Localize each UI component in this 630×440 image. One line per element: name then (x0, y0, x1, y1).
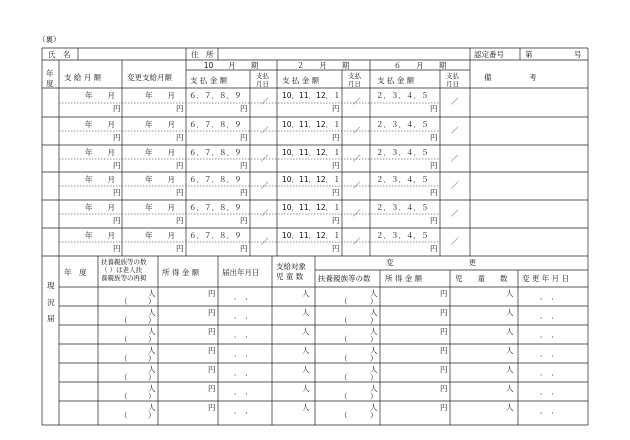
status-row-submitted-dots: ． ． (234, 406, 253, 415)
pay-row-feb-months: 10．11．12．１ (282, 91, 341, 100)
status-row-children-person: 人 (302, 346, 310, 355)
status-row-dependents-paren-close: ） (148, 335, 156, 344)
pay-row-jun-yen: 円 (430, 161, 438, 170)
status-row-dependents-paren-close: ） (148, 373, 156, 382)
status-row-change-children-person: 人 (506, 384, 514, 393)
pay-row-feb-date-mark: ／ (353, 97, 361, 106)
period-jun-date-label: 支払 月日 (446, 72, 459, 89)
status-row-change-dependents-paren: （ (340, 373, 348, 382)
pay-amount-header: 支 給 月 額 (64, 73, 102, 82)
pay-row-oct-yen: 円 (240, 104, 248, 113)
back-side-note: （裏） (38, 35, 61, 44)
change-dependents-header: 扶養親族等の数 (318, 274, 371, 283)
pay-row-feb-yen: 円 (332, 216, 340, 225)
pay-row-jun-months: ２．３．４．５ (376, 148, 429, 157)
status-row-children-person: 人 (302, 384, 310, 393)
pay-row-yen: 円 (113, 161, 121, 170)
pay-row-jun-date-mark: ／ (451, 181, 459, 190)
status-row-change-date-dots: ． ． (540, 387, 559, 396)
status-row-submitted-dots: ． ． (234, 292, 253, 301)
pay-row-jun-months: ２．３．４．５ (376, 231, 429, 240)
status-row-dependents-paren: （ (120, 335, 128, 344)
pay-row-year-month: 年 月 (85, 203, 115, 212)
status-row-dependents-paren: （ (120, 373, 128, 382)
pay-row-feb-yen: 円 (332, 188, 340, 197)
status-row-dependents-person: 人 (148, 327, 156, 336)
status-row-change-date-dots: ． ． (540, 406, 559, 415)
status-row-change-income-yen: 円 (440, 308, 448, 317)
pay-row-feb-months: 10．11．12．１ (282, 203, 341, 212)
remarks-header: 備 考 (484, 73, 537, 82)
pay-row-jun-months: ２．３．４．５ (376, 120, 429, 129)
pay-row-feb-date-mark: ／ (353, 126, 361, 135)
status-row-dependents-paren: （ (120, 316, 128, 325)
period-oct-amount-label: 支 払 金 額 (190, 76, 228, 85)
status-row-dependents-person: 人 (148, 384, 156, 393)
pay-row-oct-yen: 円 (240, 216, 248, 225)
pay-row-oct-date-mark: ／ (261, 181, 269, 190)
status-row-change-date-dots: ． ． (540, 368, 559, 377)
pay-row-yen: 円 (113, 244, 121, 253)
status-row-change-date-dots: ． ． (540, 311, 559, 320)
status-row-income-yen: 円 (208, 346, 216, 355)
change-income-header: 所 得 金 額 (385, 274, 423, 283)
pay-row-oct-yen: 円 (240, 133, 248, 142)
pay-row-oct-yen: 円 (240, 161, 248, 170)
pay-row-oct-months: ６．７．８．９ (189, 148, 242, 157)
status-row-children-person: 人 (302, 365, 310, 374)
pay-row-changed-yen: 円 (176, 104, 184, 113)
pay-row-jun-yen: 円 (430, 244, 438, 253)
pay-row-oct-date-mark: ／ (261, 97, 269, 106)
pay-row-changed-yen: 円 (176, 216, 184, 225)
period-jun-amount-label: 支 払 金 額 (377, 76, 415, 85)
pay-row-oct-yen: 円 (240, 244, 248, 253)
status-row-submitted-dots: ． ． (234, 387, 253, 396)
dependents-header: 扶養親族等の数 （ ）は老人扶 養親族等の再掲 (101, 258, 147, 282)
period-oct-label: 10 月 期 (203, 61, 259, 70)
pay-row-changed-year-month: 年 月 (145, 120, 175, 129)
cert-number-suffix: 号 (574, 50, 582, 59)
status-row-dependents-person: 人 (148, 365, 156, 374)
status-row-change-income-yen: 円 (440, 365, 448, 374)
status-row-dependents-paren-close: ） (148, 392, 156, 401)
pay-row-changed-year-month: 年 月 (145, 175, 175, 184)
status-row-change-children-person: 人 (506, 365, 514, 374)
status-row-children-person: 人 (302, 289, 310, 298)
pay-row-jun-yen: 円 (430, 133, 438, 142)
pay-row-changed-yen: 円 (176, 133, 184, 142)
status-row-submitted-dots: ． ． (234, 349, 253, 358)
status-row-change-dependents-paren: （ (340, 411, 348, 420)
status-row-dependents-paren-close: ） (148, 354, 156, 363)
pay-row-year-month: 年 月 (85, 231, 115, 240)
cert-number-prefix: 第 (525, 50, 533, 59)
pay-row-jun-months: ２．３．４．５ (376, 91, 429, 100)
pay-row-jun-months: ２．３．４．５ (376, 175, 429, 184)
status-row-change-dependents-person: 人 (370, 346, 378, 355)
status-row-change-dependents-paren-close: ） (370, 297, 378, 306)
period-oct-date-label: 支払 月日 (256, 72, 269, 89)
pay-row-feb-months: 10．11．12．１ (282, 148, 341, 157)
status-row-dependents-paren: （ (120, 354, 128, 363)
pay-row-feb-months: 10．11．12．１ (282, 120, 341, 129)
pay-row-changed-year-month: 年 月 (145, 231, 175, 240)
pay-row-oct-date-mark: ／ (261, 154, 269, 163)
status-row-change-date-dots: ． ． (540, 292, 559, 301)
status-row-change-dependents-paren-close: ） (370, 354, 378, 363)
pay-row-oct-months: ６．７．８．９ (189, 203, 242, 212)
status-row-change-income-yen: 円 (440, 346, 448, 355)
pay-row-feb-months: 10．11．12．１ (282, 175, 341, 184)
pay-row-feb-date-mark: ／ (353, 237, 361, 246)
pay-row-oct-months: ６．７．８．９ (189, 175, 242, 184)
pay-row-oct-date-mark: ／ (261, 126, 269, 135)
cert-number-label: 認定番号 (474, 50, 504, 59)
status-row-dependents-paren: （ (120, 392, 128, 401)
status-row-change-dependents-paren: （ (340, 354, 348, 363)
status-row-change-dependents-person: 人 (370, 308, 378, 317)
status-row-change-dependents-paren-close: ） (370, 335, 378, 344)
pay-row-jun-date-mark: ／ (451, 154, 459, 163)
pay-row-feb-date-mark: ／ (353, 154, 361, 163)
status-row-change-dependents-paren: （ (340, 297, 348, 306)
status-row-change-dependents-paren-close: ） (370, 411, 378, 420)
pay-row-jun-date-mark: ／ (451, 126, 459, 135)
status-row-change-children-person: 人 (506, 346, 514, 355)
pay-row-yen: 円 (113, 216, 121, 225)
status-row-dependents-person: 人 (148, 403, 156, 412)
status-row-submitted-dots: ． ． (234, 311, 253, 320)
status-row-dependents-paren: （ (120, 411, 128, 420)
pay-row-feb-yen: 円 (332, 244, 340, 253)
status-row-change-children-person: 人 (506, 308, 514, 317)
status-row-income-yen: 円 (208, 327, 216, 336)
status-row-dependents-paren: （ (120, 297, 128, 306)
pay-row-changed-year-month: 年 月 (145, 91, 175, 100)
children-count-header: 支給対象 児 童 数 (276, 262, 306, 281)
pay-row-changed-yen: 円 (176, 188, 184, 197)
period-feb-date-label: 支払 月日 (348, 72, 361, 89)
status-row-change-dependents-paren: （ (340, 335, 348, 344)
pay-row-jun-months: ２．３．４．５ (376, 203, 429, 212)
change-children-header: 児 童 数 (455, 274, 508, 283)
pay-row-oct-date-mark: ／ (261, 237, 269, 246)
status-row-dependents-person: 人 (148, 346, 156, 355)
status-row-income-yen: 円 (208, 289, 216, 298)
pay-row-jun-date-mark: ／ (451, 209, 459, 218)
pay-row-jun-yen: 円 (430, 188, 438, 197)
pay-row-jun-yen: 円 (430, 104, 438, 113)
status-row-submitted-dots: ． ． (234, 330, 253, 339)
status-report-side-label: 現 況 届 (47, 281, 55, 323)
status-row-change-children-person: 人 (506, 403, 514, 412)
pay-row-yen: 円 (113, 133, 121, 142)
status-row-change-dependents-person: 人 (370, 327, 378, 336)
status-row-dependents-person: 人 (148, 308, 156, 317)
status-row-change-dependents-paren: （ (340, 316, 348, 325)
status-row-income-yen: 円 (208, 365, 216, 374)
status-row-children-person: 人 (302, 327, 310, 336)
status-row-children-person: 人 (302, 308, 310, 317)
status-row-income-yen: 円 (208, 384, 216, 393)
pay-row-changed-yen: 円 (176, 161, 184, 170)
status-row-change-dependents-paren-close: ） (370, 373, 378, 382)
pay-row-oct-months: ６．７．８．９ (189, 91, 242, 100)
pay-row-yen: 円 (113, 188, 121, 197)
status-row-change-dependents-paren: （ (340, 392, 348, 401)
status-row-change-children-person: 人 (506, 327, 514, 336)
status-row-change-date-dots: ． ． (540, 349, 559, 358)
status-row-change-income-yen: 円 (440, 384, 448, 393)
address-label: 住 所 (191, 50, 214, 59)
pay-row-feb-date-mark: ／ (353, 209, 361, 218)
pay-row-jun-date-mark: ／ (451, 237, 459, 246)
status-row-change-date-dots: ． ． (540, 330, 559, 339)
status-row-change-dependents-person: 人 (370, 403, 378, 412)
status-row-change-income-yen: 円 (440, 403, 448, 412)
status-row-change-dependents-paren-close: ） (370, 316, 378, 325)
pay-row-changed-year-month: 年 月 (145, 203, 175, 212)
income-header: 所 得 金 額 (162, 268, 200, 277)
status-row-dependents-person: 人 (148, 289, 156, 298)
status-row-submitted-dots: ． ． (234, 368, 253, 377)
pay-row-year-month: 年 月 (85, 175, 115, 184)
pay-row-jun-yen: 円 (430, 216, 438, 225)
changed-amount-header: 変更支給月額 (127, 73, 172, 82)
status-row-change-dependents-person: 人 (370, 289, 378, 298)
pay-row-year-month: 年 月 (85, 148, 115, 157)
status-row-change-income-yen: 円 (440, 289, 448, 298)
fiscal-year-label: 年 度 (46, 69, 54, 88)
status-row-dependents-paren-close: ） (148, 316, 156, 325)
pay-row-feb-months: 10．11．12．１ (282, 231, 341, 240)
period-feb-label: ２ 月 期 (296, 61, 350, 70)
pay-row-oct-months: ６．７．８．９ (189, 231, 242, 240)
status-row-income-yen: 円 (208, 403, 216, 412)
pay-row-oct-yen: 円 (240, 188, 248, 197)
status-row-children-person: 人 (302, 403, 310, 412)
status-row-change-dependents-person: 人 (370, 365, 378, 374)
pay-row-feb-yen: 円 (332, 161, 340, 170)
status-row-income-yen: 円 (208, 308, 216, 317)
pay-row-yen: 円 (113, 104, 121, 113)
status-row-change-dependents-person: 人 (370, 384, 378, 393)
pay-row-oct-date-mark: ／ (261, 209, 269, 218)
status-row-dependents-paren-close: ） (148, 297, 156, 306)
period-feb-amount-label: 支 払 金 額 (282, 76, 320, 85)
name-label: 氏 名 (48, 50, 71, 59)
status-row-change-income-yen: 円 (440, 327, 448, 336)
period-jun-label: ６ 月 期 (393, 61, 447, 70)
pay-row-jun-date-mark: ／ (451, 97, 459, 106)
status-row-dependents-paren-close: ） (148, 411, 156, 420)
pay-row-year-month: 年 月 (85, 120, 115, 129)
pay-row-year-month: 年 月 (85, 91, 115, 100)
status-year-header: 年 度 (64, 268, 87, 277)
status-row-change-dependents-paren-close: ） (370, 392, 378, 401)
change-group-header: 変 更 (386, 258, 476, 267)
pay-row-feb-date-mark: ／ (353, 181, 361, 190)
status-row-change-children-person: 人 (506, 289, 514, 298)
change-date-header: 変 更 年 月 日 (522, 274, 570, 283)
submitted-date-header: 届出年月日 (222, 268, 260, 277)
pay-row-changed-year-month: 年 月 (145, 148, 175, 157)
pay-row-oct-months: ６．７．８．９ (189, 120, 242, 129)
pay-row-changed-yen: 円 (176, 244, 184, 253)
pay-row-feb-yen: 円 (332, 104, 340, 113)
pay-row-feb-yen: 円 (332, 133, 340, 142)
